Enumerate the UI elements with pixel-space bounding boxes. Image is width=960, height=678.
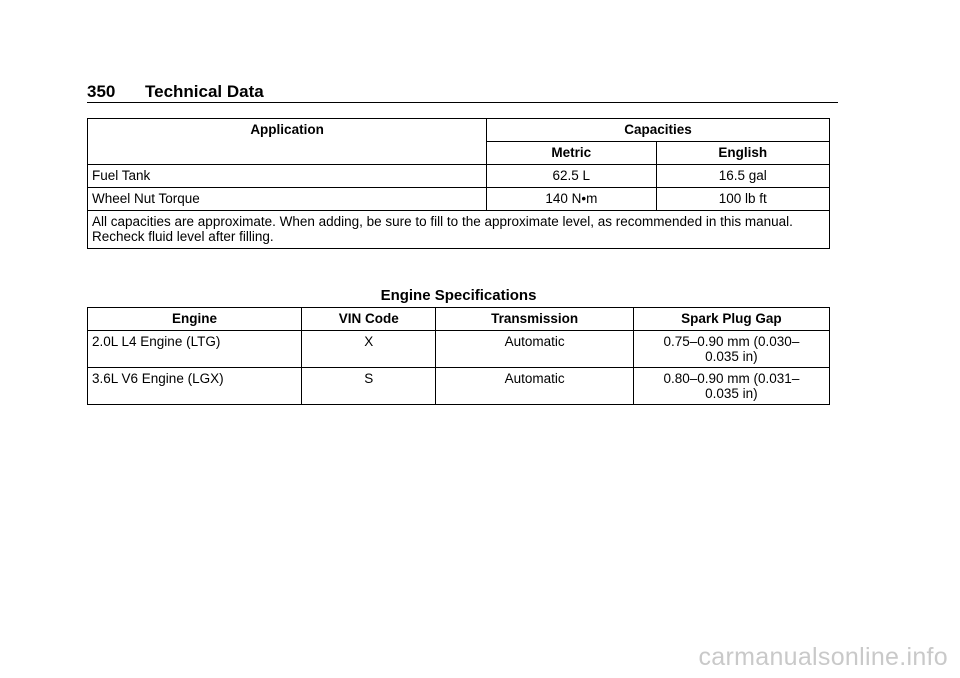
cell-english: 100 lb ft	[656, 188, 830, 211]
gap-line-2: 0.035 in)	[705, 386, 758, 401]
header-application: Application	[88, 119, 487, 165]
cell-metric: 62.5 L	[487, 165, 656, 188]
cell-application: Fuel Tank	[88, 165, 487, 188]
header-spark-plug-gap: Spark Plug Gap	[633, 308, 829, 331]
page-header	[87, 82, 838, 103]
cell-spark-plug-gap	[633, 331, 829, 368]
capacities-header-row	[88, 119, 830, 142]
header-vin-code: VIN Code	[302, 308, 436, 331]
header-capacities: Capacities	[487, 119, 830, 142]
table-note-row	[88, 211, 830, 249]
cell-transmission: Automatic	[436, 331, 633, 368]
cell-vin-code: X	[302, 331, 436, 368]
gap-line-1: 0.80–0.90 mm (0.031–	[663, 371, 800, 386]
cell-engine: 3.6L V6 Engine (LGX)	[88, 368, 302, 405]
cell-english: 16.5 gal	[656, 165, 830, 188]
table-row	[88, 188, 830, 211]
header-transmission: Transmission	[436, 308, 633, 331]
cell-vin-code: S	[302, 368, 436, 405]
table-row	[88, 165, 830, 188]
engine-specs-title: Engine Specifications	[380, 287, 537, 304]
cell-engine: 2.0L L4 Engine (LTG)	[88, 331, 302, 368]
gap-line-1: 0.75–0.90 mm (0.030–	[663, 334, 800, 349]
watermark: carmanualsonline.info	[698, 643, 948, 671]
engine-header-row	[88, 308, 830, 331]
cell-transmission: Automatic	[436, 368, 633, 405]
capacities-table	[87, 118, 830, 249]
gap-line-2: 0.035 in)	[705, 349, 758, 364]
cell-spark-plug-gap	[633, 368, 829, 405]
page-number: 350	[87, 82, 116, 101]
header-engine: Engine	[88, 308, 302, 331]
capacities-note: All capacities are approximate. When adding, be sure to fill to the approximate level, as recommended in this manual. Recheck fluid level after filling.	[88, 211, 830, 249]
header-metric: Metric	[487, 142, 656, 165]
cell-metric: 140 N•m	[487, 188, 656, 211]
table-row	[88, 331, 830, 368]
table-row	[88, 368, 830, 405]
header-english: English	[656, 142, 830, 165]
engine-specs-table	[87, 307, 830, 405]
section-title: Technical Data	[145, 82, 264, 101]
cell-application: Wheel Nut Torque	[88, 188, 487, 211]
